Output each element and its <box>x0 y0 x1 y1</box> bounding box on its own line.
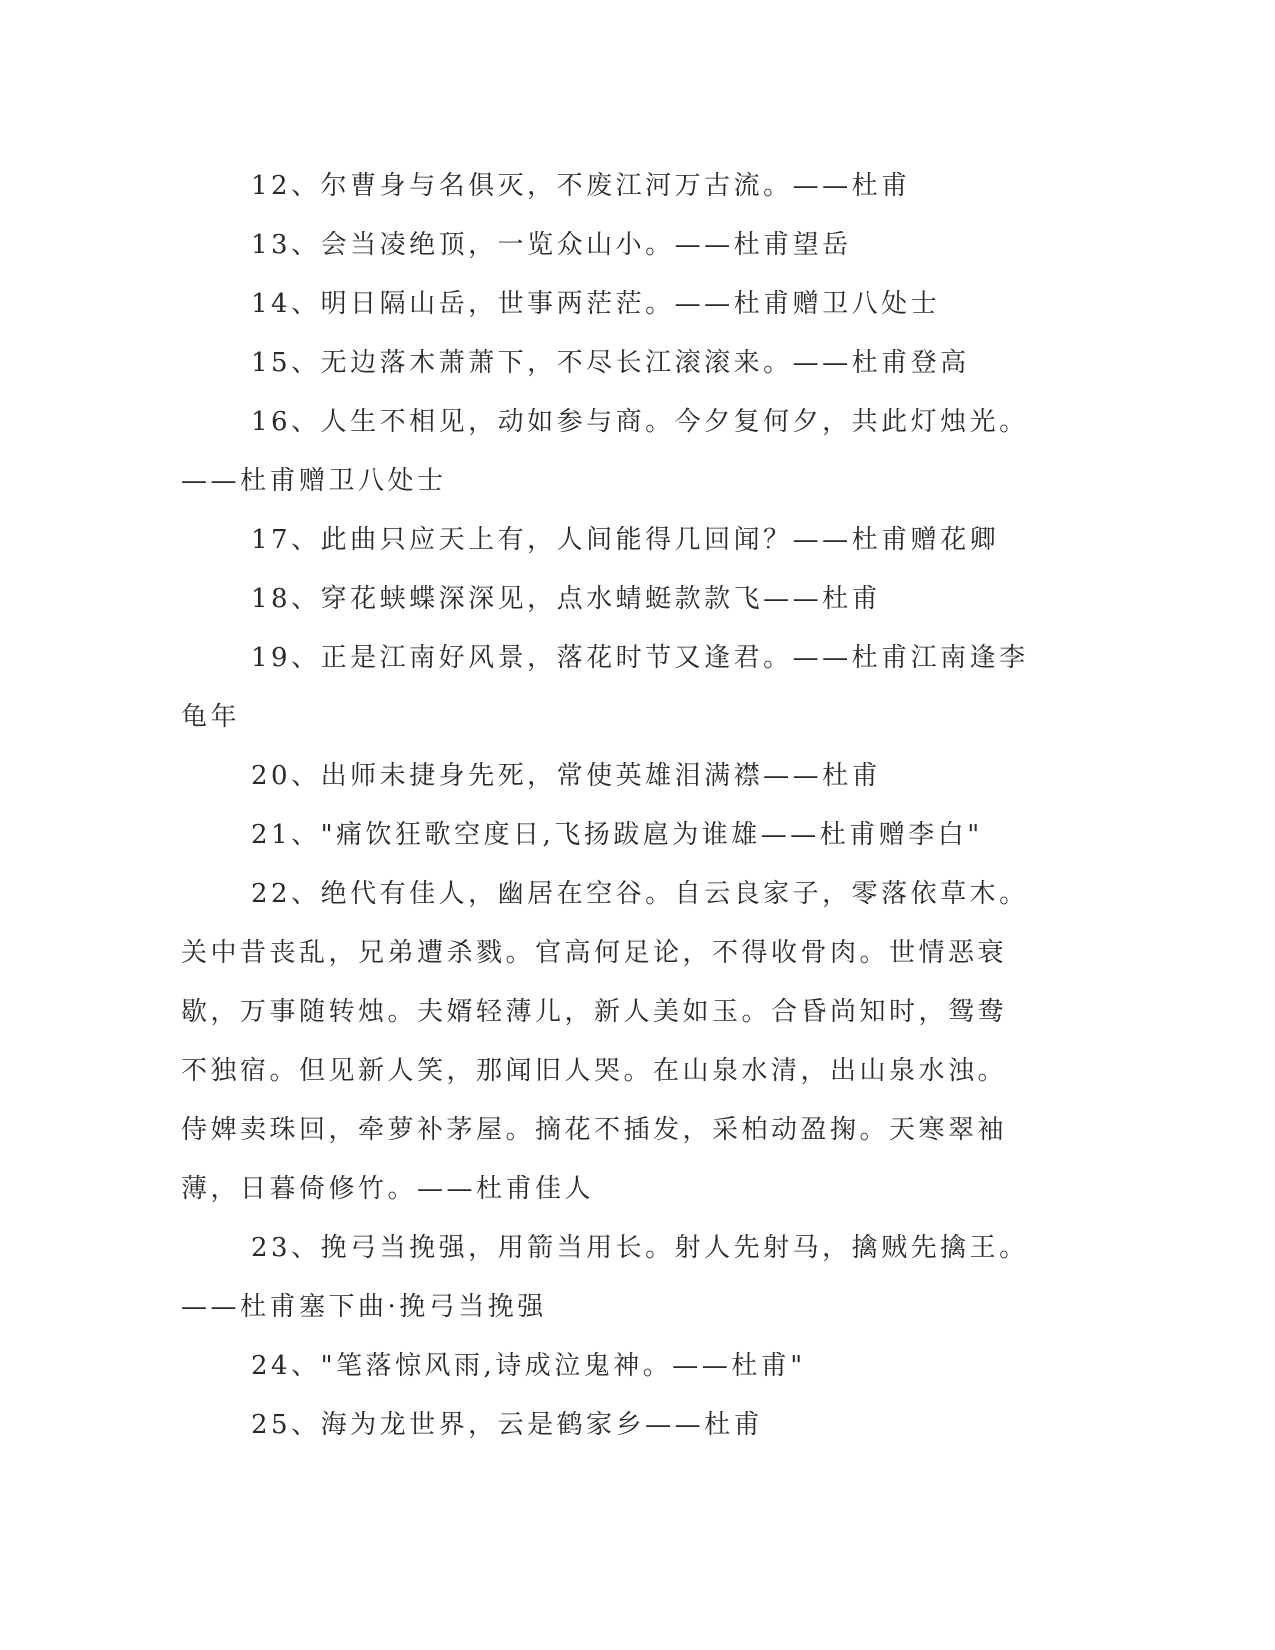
quote-item-20: 20、出师未捷身先死，常使英雄泪满襟——杜甫 <box>251 761 882 791</box>
quote-item-21: 21、"痛饮狂歌空度日,飞扬跋扈为谁雄——杜甫赠李白" <box>251 820 983 850</box>
quote-item-19: 19、正是江南好风景，落花时节又逢君。——杜甫江南逢李龟年 <box>181 643 1029 732</box>
quote-item-24: 24、"笔落惊风雨,诗成泣鬼神。——杜甫" <box>251 1351 806 1381</box>
quote-item-25: 25、海为龙世界，云是鹤家乡——杜甫 <box>251 1410 764 1440</box>
quote-item-16: 16、人生不相见，动如参与商。今夕复何夕，共此灯烛光。——杜甫赠卫八处士 <box>181 407 1029 496</box>
quote-item-14: 14、明日隔山岳，世事两茫茫。——杜甫赠卫八处士 <box>251 289 941 319</box>
quote-item-23: 23、挽弓当挽强，用箭当用长。射人先射马，擒贼先擒王。——杜甫塞下曲·挽弓当挽强 <box>181 1233 1029 1322</box>
quote-item-22: 22、绝代有佳人，幽居在空谷。自云良家子，零落依草木。关中昔丧乱，兄弟遭杀戮。官高何足论，不得收骨肉。世情恶衰歇，万事随转烛。夫婿轻薄儿，新人美如玉。合昏尚知时，鸳鸯不独宿。但见新人笑，那闻旧人哭。在山泉水清，出山泉水浊。侍婢卖珠回，牵萝补茅屋。摘花不插发，采柏动盈掬。天寒翠袖薄，日暮倚修竹。——杜甫佳人 <box>181 879 1029 1204</box>
quote-item-18: 18、穿花蛱蝶深深见，点水蜻蜓款款飞——杜甫 <box>251 584 882 614</box>
quote-item-15: 15、无边落木萧萧下，不尽长江滚滚来。——杜甫登高 <box>251 348 970 378</box>
quote-item-17: 17、此曲只应天上有，人间能得几回闻？——杜甫赠花卿 <box>251 525 1000 555</box>
quote-list <box>181 157 1033 1455</box>
quote-item-13: 13、会当凌绝顶，一览众山小。——杜甫望岳 <box>251 230 852 260</box>
quote-item-12: 12、尔曹身与名俱灭，不废江河万古流。——杜甫 <box>251 171 911 201</box>
